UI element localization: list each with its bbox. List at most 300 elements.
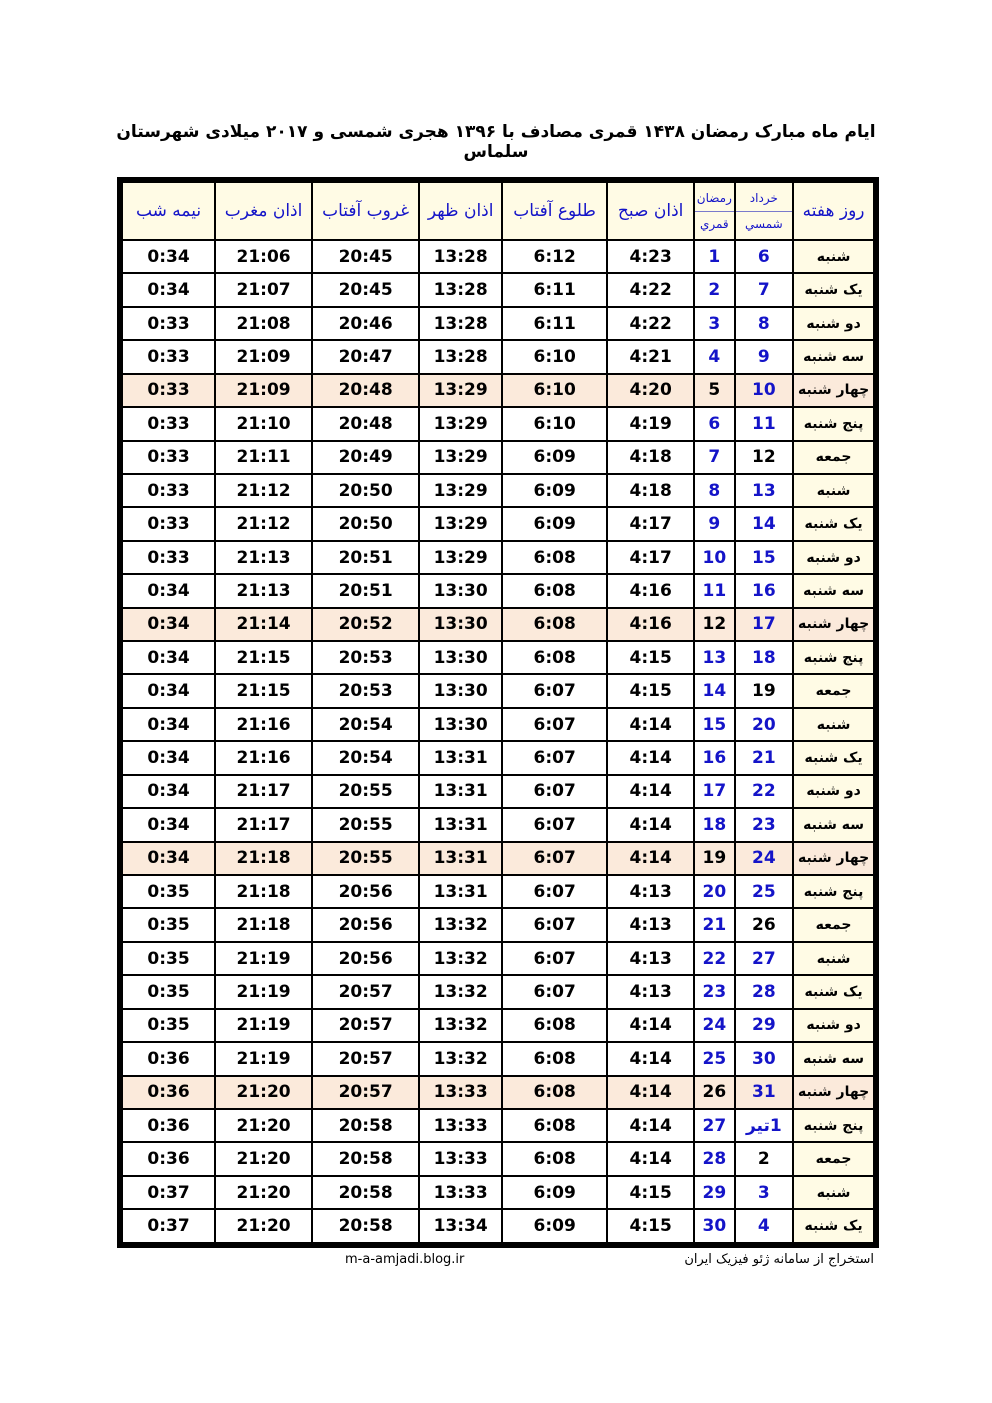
cell-dhuhr: 13:29 <box>419 541 502 574</box>
source-note: استخراج از سامانه ژئو فیزیک ایران <box>684 1252 874 1267</box>
cell-sunrise: 6:07 <box>502 775 607 808</box>
cell-fajr: 4:18 <box>607 441 694 474</box>
cell-sunset: 20:58 <box>312 1176 419 1209</box>
cell-shamsi-date: 22 <box>735 775 794 808</box>
cell-midnight: 0:34 <box>122 708 215 741</box>
cell-fajr: 4:19 <box>607 407 694 440</box>
cell-qamari-date: 23 <box>694 975 734 1008</box>
cell-dhuhr: 13:30 <box>419 708 502 741</box>
cell-maghrib: 21:15 <box>215 674 312 707</box>
cell-midnight: 0:34 <box>122 808 215 841</box>
cell-fajr: 4:15 <box>607 641 694 674</box>
cell-dhuhr: 13:33 <box>419 1109 502 1142</box>
cell-maghrib: 21:17 <box>215 808 312 841</box>
cell-midnight: 0:34 <box>122 608 215 641</box>
cell-fajr: 4:15 <box>607 1209 694 1243</box>
cell-shamsi-date: 29 <box>735 1009 794 1042</box>
cell-sunrise: 6:07 <box>502 674 607 707</box>
header-qamari-month: رمضان <box>696 190 732 205</box>
cell-shamsi-date: 24 <box>735 842 794 875</box>
cell-sunset: 20:51 <box>312 574 419 607</box>
cell-qamari-date: 16 <box>694 741 734 774</box>
cell-day: شنبه <box>793 942 874 975</box>
cell-day: پنج شنبه <box>793 875 874 908</box>
cell-qamari-date: 5 <box>694 374 734 407</box>
table-row <box>122 1076 874 1109</box>
table-row <box>122 507 874 540</box>
cell-sunset: 20:56 <box>312 942 419 975</box>
cell-shamsi-date: 21 <box>735 741 794 774</box>
cell-sunset: 20:53 <box>312 641 419 674</box>
cell-maghrib: 21:18 <box>215 908 312 941</box>
cell-fajr: 4:16 <box>607 608 694 641</box>
table-row <box>122 374 874 407</box>
cell-day: دو شنبه <box>793 1009 874 1042</box>
table-row <box>122 1009 874 1042</box>
header-day: روز هفته <box>793 182 874 240</box>
cell-sunset: 20:50 <box>312 474 419 507</box>
cell-qamari-date: 18 <box>694 808 734 841</box>
cell-qamari-date: 19 <box>694 842 734 875</box>
cell-sunrise: 6:07 <box>502 942 607 975</box>
cell-shamsi-date: 6 <box>735 240 794 273</box>
cell-dhuhr: 13:31 <box>419 741 502 774</box>
cell-day: جمعه <box>793 1142 874 1175</box>
cell-midnight: 0:35 <box>122 1009 215 1042</box>
cell-day: یک شنبه <box>793 507 874 540</box>
cell-shamsi-date: 23 <box>735 808 794 841</box>
cell-qamari-date: 15 <box>694 708 734 741</box>
header-fajr: اذان صبح <box>607 182 694 240</box>
cell-day: سه شنبه <box>793 574 874 607</box>
header-sunset: غروب آفتاب <box>312 182 419 240</box>
table-row <box>122 1176 874 1209</box>
cell-sunset: 20:58 <box>312 1209 419 1243</box>
cell-qamari-date: 25 <box>694 1042 734 1075</box>
table-row <box>122 273 874 306</box>
cell-dhuhr: 13:33 <box>419 1176 502 1209</box>
cell-dhuhr: 13:29 <box>419 441 502 474</box>
cell-shamsi-date: 13 <box>735 474 794 507</box>
cell-sunrise: 6:08 <box>502 1109 607 1142</box>
cell-maghrib: 21:16 <box>215 708 312 741</box>
cell-sunrise: 6:07 <box>502 708 607 741</box>
table-row <box>122 608 874 641</box>
cell-sunrise: 6:08 <box>502 641 607 674</box>
cell-shamsi-date: 27 <box>735 942 794 975</box>
table-row <box>122 741 874 774</box>
cell-sunrise: 6:07 <box>502 741 607 774</box>
cell-fajr: 4:23 <box>607 240 694 273</box>
cell-dhuhr: 13:29 <box>419 407 502 440</box>
cell-midnight: 0:35 <box>122 942 215 975</box>
cell-sunset: 20:47 <box>312 340 419 373</box>
cell-sunset: 20:53 <box>312 674 419 707</box>
cell-dhuhr: 13:32 <box>419 908 502 941</box>
cell-dhuhr: 13:31 <box>419 808 502 841</box>
cell-sunrise: 6:08 <box>502 608 607 641</box>
cell-qamari-date: 4 <box>694 340 734 373</box>
cell-sunrise: 6:10 <box>502 374 607 407</box>
cell-maghrib: 21:12 <box>215 474 312 507</box>
table-row <box>122 641 874 674</box>
cell-maghrib: 21:20 <box>215 1109 312 1142</box>
cell-dhuhr: 13:30 <box>419 674 502 707</box>
table-row <box>122 975 874 1008</box>
cell-sunrise: 6:08 <box>502 1076 607 1109</box>
cell-day: پنج شنبه <box>793 641 874 674</box>
cell-shamsi-date: 12 <box>735 441 794 474</box>
table-row <box>122 842 874 875</box>
cell-dhuhr: 13:33 <box>419 1142 502 1175</box>
cell-maghrib: 21:13 <box>215 574 312 607</box>
cell-day: جمعه <box>793 908 874 941</box>
cell-sunset: 20:57 <box>312 1009 419 1042</box>
cell-fajr: 4:14 <box>607 741 694 774</box>
cell-sunset: 20:56 <box>312 908 419 941</box>
cell-sunset: 20:45 <box>312 240 419 273</box>
cell-dhuhr: 13:33 <box>419 1076 502 1109</box>
cell-fajr: 4:15 <box>607 1176 694 1209</box>
cell-shamsi-date: 11 <box>735 407 794 440</box>
cell-qamari-date: 14 <box>694 674 734 707</box>
table-row <box>122 775 874 808</box>
cell-sunset: 20:55 <box>312 808 419 841</box>
cell-midnight: 0:36 <box>122 1142 215 1175</box>
cell-maghrib: 21:14 <box>215 608 312 641</box>
cell-fajr: 4:14 <box>607 708 694 741</box>
cell-fajr: 4:13 <box>607 875 694 908</box>
cell-sunrise: 6:07 <box>502 908 607 941</box>
cell-fajr: 4:15 <box>607 674 694 707</box>
table-row <box>122 674 874 707</box>
cell-sunset: 20:57 <box>312 975 419 1008</box>
cell-maghrib: 21:10 <box>215 407 312 440</box>
cell-shamsi-date: 8 <box>735 307 794 340</box>
cell-qamari-date: 13 <box>694 641 734 674</box>
cell-maghrib: 21:11 <box>215 441 312 474</box>
cell-day: جمعه <box>793 441 874 474</box>
cell-sunset: 20:52 <box>312 608 419 641</box>
header-shamsi-label: شمسي <box>736 211 793 237</box>
cell-dhuhr: 13:32 <box>419 942 502 975</box>
cell-shamsi-date: 16 <box>735 574 794 607</box>
cell-qamari-date: 7 <box>694 441 734 474</box>
cell-qamari-date: 22 <box>694 942 734 975</box>
cell-fajr: 4:13 <box>607 908 694 941</box>
cell-qamari-date: 9 <box>694 507 734 540</box>
cell-sunrise: 6:08 <box>502 541 607 574</box>
timetable-body <box>122 240 874 1243</box>
table-row <box>122 307 874 340</box>
cell-maghrib: 21:20 <box>215 1076 312 1109</box>
cell-fajr: 4:14 <box>607 1142 694 1175</box>
cell-dhuhr: 13:28 <box>419 240 502 273</box>
cell-dhuhr: 13:31 <box>419 775 502 808</box>
cell-qamari-date: 26 <box>694 1076 734 1109</box>
cell-day: سه شنبه <box>793 1042 874 1075</box>
cell-sunset: 20:55 <box>312 775 419 808</box>
cell-fajr: 4:17 <box>607 541 694 574</box>
cell-qamari-date: 11 <box>694 574 734 607</box>
cell-midnight: 0:33 <box>122 407 215 440</box>
cell-midnight: 0:37 <box>122 1176 215 1209</box>
cell-day: چهار شنبه <box>793 608 874 641</box>
cell-fajr: 4:20 <box>607 374 694 407</box>
cell-shamsi-date: 28 <box>735 975 794 1008</box>
table-row <box>122 407 874 440</box>
cell-midnight: 0:34 <box>122 741 215 774</box>
cell-maghrib: 21:09 <box>215 374 312 407</box>
cell-qamari-date: 24 <box>694 1009 734 1042</box>
cell-fajr: 4:21 <box>607 340 694 373</box>
cell-fajr: 4:22 <box>607 273 694 306</box>
cell-sunrise: 6:09 <box>502 441 607 474</box>
cell-day: سه شنبه <box>793 808 874 841</box>
cell-fajr: 4:22 <box>607 307 694 340</box>
table-row <box>122 1109 874 1142</box>
cell-sunrise: 6:10 <box>502 340 607 373</box>
cell-midnight: 0:34 <box>122 641 215 674</box>
cell-qamari-date: 12 <box>694 608 734 641</box>
cell-dhuhr: 13:28 <box>419 340 502 373</box>
cell-fajr: 4:13 <box>607 942 694 975</box>
cell-maghrib: 21:18 <box>215 842 312 875</box>
cell-maghrib: 21:06 <box>215 240 312 273</box>
cell-sunrise: 6:07 <box>502 842 607 875</box>
table-row <box>122 574 874 607</box>
table-row <box>122 240 874 273</box>
table-row <box>122 441 874 474</box>
cell-fajr: 4:17 <box>607 507 694 540</box>
cell-day: دو شنبه <box>793 775 874 808</box>
cell-maghrib: 21:18 <box>215 875 312 908</box>
cell-sunrise: 6:09 <box>502 1176 607 1209</box>
table-row <box>122 340 874 373</box>
cell-sunrise: 6:08 <box>502 1042 607 1075</box>
cell-fajr: 4:14 <box>607 1076 694 1109</box>
cell-day: سه شنبه <box>793 340 874 373</box>
cell-qamari-date: 28 <box>694 1142 734 1175</box>
cell-qamari-date: 20 <box>694 875 734 908</box>
cell-qamari-date: 10 <box>694 541 734 574</box>
cell-sunrise: 6:07 <box>502 875 607 908</box>
header-midnight: نیمه شب <box>122 182 215 240</box>
cell-sunset: 20:48 <box>312 407 419 440</box>
cell-maghrib: 21:07 <box>215 273 312 306</box>
cell-fajr: 4:14 <box>607 842 694 875</box>
cell-sunset: 20:48 <box>312 374 419 407</box>
table-row <box>122 708 874 741</box>
cell-sunset: 20:58 <box>312 1142 419 1175</box>
header-qamari-label: قمري <box>695 211 733 237</box>
cell-sunset: 20:51 <box>312 541 419 574</box>
cell-sunset: 20:54 <box>312 741 419 774</box>
cell-dhuhr: 13:32 <box>419 1042 502 1075</box>
cell-shamsi-date: 4 <box>735 1209 794 1243</box>
cell-day: یک شنبه <box>793 273 874 306</box>
timetable-frame <box>117 177 879 1248</box>
cell-sunrise: 6:11 <box>502 307 607 340</box>
cell-midnight: 0:36 <box>122 1109 215 1142</box>
cell-day: چهار شنبه <box>793 374 874 407</box>
cell-maghrib: 21:20 <box>215 1176 312 1209</box>
cell-qamari-date: 21 <box>694 908 734 941</box>
cell-midnight: 0:34 <box>122 273 215 306</box>
cell-day: چهار شنبه <box>793 1076 874 1109</box>
blog-link[interactable]: m-a-amjadi.blog.ir <box>345 1252 465 1267</box>
cell-maghrib: 21:08 <box>215 307 312 340</box>
cell-day: شنبه <box>793 1176 874 1209</box>
cell-midnight: 0:34 <box>122 574 215 607</box>
cell-fajr: 4:14 <box>607 1009 694 1042</box>
cell-qamari-date: 6 <box>694 407 734 440</box>
cell-qamari-date: 1 <box>694 240 734 273</box>
cell-fajr: 4:14 <box>607 1109 694 1142</box>
cell-shamsi-date: 20 <box>735 708 794 741</box>
cell-day: شنبه <box>793 240 874 273</box>
cell-shamsi-date: 18 <box>735 641 794 674</box>
cell-fajr: 4:13 <box>607 975 694 1008</box>
header-qamari <box>694 182 734 240</box>
ramadan-timetable <box>121 181 875 1244</box>
cell-qamari-date: 3 <box>694 307 734 340</box>
cell-sunrise: 6:07 <box>502 975 607 1008</box>
cell-midnight: 0:34 <box>122 775 215 808</box>
cell-maghrib: 21:20 <box>215 1142 312 1175</box>
cell-maghrib: 21:16 <box>215 741 312 774</box>
cell-shamsi-date: 19 <box>735 674 794 707</box>
cell-dhuhr: 13:32 <box>419 1009 502 1042</box>
cell-sunrise: 6:09 <box>502 507 607 540</box>
cell-shamsi-date: 26 <box>735 908 794 941</box>
cell-maghrib: 21:19 <box>215 975 312 1008</box>
cell-shamsi-date: 30 <box>735 1042 794 1075</box>
page-title: ایام ماه مبارک رمضان ۱۴۳۸ قمری مصادف با ۱۳۹۶ هجری شمسی و ۲۰۱۷ میلادی شهرستان سلماس <box>116 122 876 162</box>
cell-sunrise: 6:08 <box>502 1009 607 1042</box>
cell-shamsi-date: 15 <box>735 541 794 574</box>
cell-dhuhr: 13:30 <box>419 574 502 607</box>
cell-sunset: 20:45 <box>312 273 419 306</box>
cell-dhuhr: 13:28 <box>419 307 502 340</box>
cell-maghrib: 21:13 <box>215 541 312 574</box>
cell-shamsi-date: 3 <box>735 1176 794 1209</box>
cell-day: یک شنبه <box>793 975 874 1008</box>
cell-qamari-date: 8 <box>694 474 734 507</box>
cell-midnight: 0:33 <box>122 507 215 540</box>
cell-sunrise: 6:08 <box>502 574 607 607</box>
cell-sunrise: 6:09 <box>502 1209 607 1243</box>
cell-midnight: 0:35 <box>122 975 215 1008</box>
cell-sunset: 20:49 <box>312 441 419 474</box>
cell-sunset: 20:57 <box>312 1042 419 1075</box>
cell-shamsi-date: 14 <box>735 507 794 540</box>
cell-shamsi-date: 1تیر <box>735 1109 794 1142</box>
cell-midnight: 0:35 <box>122 875 215 908</box>
cell-shamsi-date: 25 <box>735 875 794 908</box>
cell-shamsi-date: 10 <box>735 374 794 407</box>
cell-qamari-date: 30 <box>694 1209 734 1243</box>
cell-dhuhr: 13:34 <box>419 1209 502 1243</box>
cell-sunset: 20:46 <box>312 307 419 340</box>
cell-shamsi-date: 17 <box>735 608 794 641</box>
cell-sunset: 20:56 <box>312 875 419 908</box>
cell-maghrib: 21:12 <box>215 507 312 540</box>
cell-sunset: 20:58 <box>312 1109 419 1142</box>
cell-midnight: 0:33 <box>122 541 215 574</box>
cell-sunset: 20:50 <box>312 507 419 540</box>
cell-day: دو شنبه <box>793 541 874 574</box>
table-row <box>122 908 874 941</box>
cell-maghrib: 21:19 <box>215 942 312 975</box>
cell-shamsi-date: 7 <box>735 273 794 306</box>
cell-shamsi-date: 31 <box>735 1076 794 1109</box>
header-row <box>122 182 874 240</box>
cell-sunrise: 6:07 <box>502 808 607 841</box>
cell-maghrib: 21:19 <box>215 1042 312 1075</box>
cell-midnight: 0:34 <box>122 674 215 707</box>
table-row <box>122 474 874 507</box>
cell-midnight: 0:33 <box>122 374 215 407</box>
table-row <box>122 1142 874 1175</box>
table-row <box>122 541 874 574</box>
cell-dhuhr: 13:32 <box>419 975 502 1008</box>
cell-fajr: 4:14 <box>607 808 694 841</box>
cell-dhuhr: 13:31 <box>419 875 502 908</box>
cell-midnight: 0:34 <box>122 842 215 875</box>
cell-shamsi-date: 2 <box>735 1142 794 1175</box>
cell-maghrib: 21:19 <box>215 1009 312 1042</box>
cell-day: پنج شنبه <box>793 1109 874 1142</box>
cell-dhuhr: 13:29 <box>419 474 502 507</box>
cell-maghrib: 21:09 <box>215 340 312 373</box>
cell-sunrise: 6:10 <box>502 407 607 440</box>
cell-fajr: 4:18 <box>607 474 694 507</box>
cell-sunrise: 6:08 <box>502 1142 607 1175</box>
cell-maghrib: 21:20 <box>215 1209 312 1243</box>
header-shamsi <box>735 182 794 240</box>
table-row <box>122 1209 874 1243</box>
header-sunrise: طلوع آفتاب <box>502 182 607 240</box>
cell-day: یک شنبه <box>793 741 874 774</box>
cell-fajr: 4:14 <box>607 775 694 808</box>
cell-qamari-date: 2 <box>694 273 734 306</box>
cell-day: شنبه <box>793 708 874 741</box>
cell-sunrise: 6:11 <box>502 273 607 306</box>
cell-day: چهار شنبه <box>793 842 874 875</box>
cell-sunset: 20:57 <box>312 1076 419 1109</box>
cell-midnight: 0:33 <box>122 340 215 373</box>
cell-dhuhr: 13:29 <box>419 374 502 407</box>
cell-dhuhr: 13:30 <box>419 641 502 674</box>
cell-day: دو شنبه <box>793 307 874 340</box>
cell-midnight: 0:36 <box>122 1076 215 1109</box>
cell-day: جمعه <box>793 674 874 707</box>
cell-fajr: 4:16 <box>607 574 694 607</box>
header-dhuhr: اذان ظهر <box>419 182 502 240</box>
cell-qamari-date: 27 <box>694 1109 734 1142</box>
cell-midnight: 0:36 <box>122 1042 215 1075</box>
cell-midnight: 0:37 <box>122 1209 215 1243</box>
header-shamsi-month: خرداد <box>749 190 778 205</box>
cell-dhuhr: 13:31 <box>419 842 502 875</box>
cell-day: شنبه <box>793 474 874 507</box>
cell-dhuhr: 13:29 <box>419 507 502 540</box>
cell-sunset: 20:54 <box>312 708 419 741</box>
cell-maghrib: 21:15 <box>215 641 312 674</box>
cell-midnight: 0:35 <box>122 908 215 941</box>
cell-day: یک شنبه <box>793 1209 874 1243</box>
